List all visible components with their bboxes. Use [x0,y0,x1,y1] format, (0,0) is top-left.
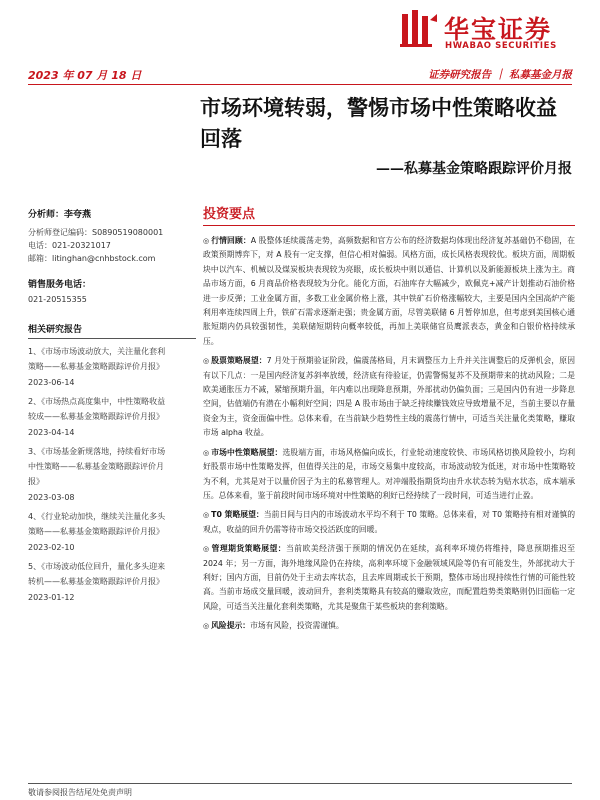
related-report-title-line: 报》 [28,477,44,486]
related-report-item[interactable] [28,559,196,605]
related-report-title-line: 转机——私募基金策略跟踪评价月报》 [28,577,164,586]
section-label: 股票策略展望： [211,356,267,366]
main-content [203,203,575,639]
related-report-date: 2023-03-08 [28,493,75,502]
report-date: 2023 年 07 月 18 日 [28,69,142,82]
brand-name-cn: 华宝证券 [444,15,553,44]
related-report-title-line: 4、《行业轮动加快，继续关注量化多头 [28,512,166,521]
footer-disclaimer: 敬请参阅报告结尾处免责声明 [28,788,132,797]
section-text: 市场有风险，投资需谨慎。 [250,621,344,631]
section-label: 市场中性策略展望： [211,447,283,457]
investment-section [203,619,575,633]
investment-section [203,234,575,349]
section-label: 管理期货策略展望： [211,544,287,554]
bullet-icon: ◎ [203,237,210,245]
related-report-date: 2023-04-14 [28,428,75,437]
brand-name-en: HWABAO SECURITIES [445,41,557,51]
related-report-title-line: 策略——私募基金策略跟踪评价月报》 [28,362,164,371]
investment-section [203,354,575,440]
related-report-title-line: 5、《市场波动低位回升，量化多头迎来 [28,562,166,571]
related-report-title-line: 1、《市场市场波动放大，关注量化套利 [28,347,166,356]
related-report-item[interactable] [28,444,196,505]
investment-heading: 投资要点 [203,203,575,226]
analyst-email[interactable]: 邮箱：litinghan@cnhbstock.com [28,254,156,263]
investment-sections [203,234,575,634]
section-label: 风险提示： [211,621,251,631]
brand-logo [400,8,590,56]
sidebar [28,207,196,609]
investment-section [203,446,575,504]
related-report-title-line: 策略——私募基金策略跟踪评价月报》 [28,527,164,536]
related-report-title-line: 3、《市场基金新规落地，持续看好市场 [28,447,166,456]
bullet-icon: ◎ [203,448,210,457]
related-report-item[interactable] [28,509,196,555]
footer [28,783,572,798]
related-report-title-line: 2、《市场热点高度集中，中性策略收益 [28,397,166,406]
section-text: A 股整体延续震荡走势，高频数据和官方公布的经济数据均体现出经济复苏基础仍不稳固，在政策预期博弈下，对 A 股有一定支撑，但信心相对偏弱。风格方面，成长风格表现较优。板块方面，周期板块中以汽车、机械以及煤炭板块表现较为亮眼，成长板块中则以通信、计算机以及新能源板块上涨为主。商品市场方面，6 月商品价格表现较为分化。能化方面，石油库存大幅减少，欧佩克+减产计划推动石油价格进一步反弹；工业金属方面，多数工业金属价格上涨，其中铁矿石价格涨幅较大，主要是国内全国高炉产能利用率连续四周上升，铁矿石需求逐渐走强；贵金属方面，尽管美联储 6 月暂停加息，但考虑到美国核心通胀短期内仍具较强韧性，美联储短期转向概率较低，再加上美联储官员鹰派表态，黄金和白银价格持续承压。 [203,236,576,346]
related-report-date: 2023-02-10 [28,543,75,552]
sales-phone: 021-20515355 [28,295,87,304]
section-label: T0 策略展望： [211,510,264,520]
related-report-item[interactable] [28,344,196,390]
report-type: 证券研究报告 ｜ 私募基金月报 [428,69,572,81]
investment-section [203,508,575,537]
related-report-title-line: 较成——私募基金策略跟踪评价月报》 [28,412,164,421]
related-report-date: 2023-06-14 [28,378,75,387]
sales-label: 销售服务电话： [28,280,92,290]
bullet-icon: ◎ [203,545,210,554]
related-report-title-line: 中性策略——私募基金策略跟踪评价月 [28,462,164,471]
related-report-item[interactable] [28,394,196,440]
section-text: 选股端方面，市场风格偏向成长，行业轮动速度较快、市场风格切换风险较小，均利好股票市场中性策略发挥，但值得关注的是，市场交易集中度较高，市场波动较为低迷，对市场中性策略较为不利，尤其是对于以量价因子为主的私募管理人。对冲端股指期货均由升水状态转为贴水状态，成本端承压。总体来看，鉴于前段时间市场环境对中性策略的利好已经持续了一段时间，可适当进行止盈。 [203,447,576,500]
analyst-name: 分析师：李夸燕 [28,210,92,220]
bullet-icon: ◎ [203,511,210,520]
section-text: 当前欧美经济强于预期的情况仍在延续，高利率环境仍将维持，降息预期推迟至 2024 年；另一方面，海外地缘风险仍在持续，高利率环境下金融领域风险等仍有可能发生，外部扰动大于利好；国内方面，目前仍处于主动去库状态，且去库周期或长于预期，整体市场出现持续性行情的可能性较高。当前市场成交量回暖，波动回升，套利类策略具有较高的赚取效应，而配置趋势类策略则仍旧面临一定风险，可适当关注量化套利类策略，尤其是聚焦于某些板块的套利策略。 [203,544,576,611]
related-list [28,344,196,605]
related-heading: 相关研究报告 [28,322,196,339]
bullet-icon: ◎ [203,357,210,366]
page-subtitle: ——私募基金策略跟踪评价月报 [376,161,572,177]
page-title: 市场环境转弱，警惕市场中性策略收益回落 [200,95,557,151]
related-report-date: 2023-01-12 [28,593,75,602]
investment-section [203,542,575,614]
bullet-icon: ◎ [203,622,210,631]
section-label: 行情回顾： [211,236,251,245]
section-text: 7 月处于预期验证阶段，偏震荡格局，月末调整压力上升并关注调整后的反弹机会，原因有以下几点：一是国内经济复苏斜率放缓，经济底有待验证，仍需警惕复苏不及预期带来的扰动风险；二是欧美通胀压力不减，紧缩预期升温，年内难以出现降息预期，外部扰动仍偏负面；三是国内仍有进一步降息空间，估值端仍有潜在小幅利好空间；四是 A 股市场由于缺乏持续赚钱效应导致增量不足，当前主要以存量资金为主，资金面偏中性。总体来看，在当前缺少趋势性主线的震荡行情中，可适当关注量化类策略，赚取市场 alpha 收益。 [203,356,576,438]
analyst-cert: 分析师登记编码：S0890519080001 [28,228,164,237]
section-text: 当前日间与日内的市场波动水平均不利于 T0 策略。总体来看，对 T0 策略持有相对谨慎的观点，收益的回升仍需等待市场交投活跃度的回暖。 [203,510,575,534]
brand-mark-icon [400,8,438,48]
analyst-phone: 电话：021-20321017 [28,241,111,250]
date-bar [28,66,572,85]
